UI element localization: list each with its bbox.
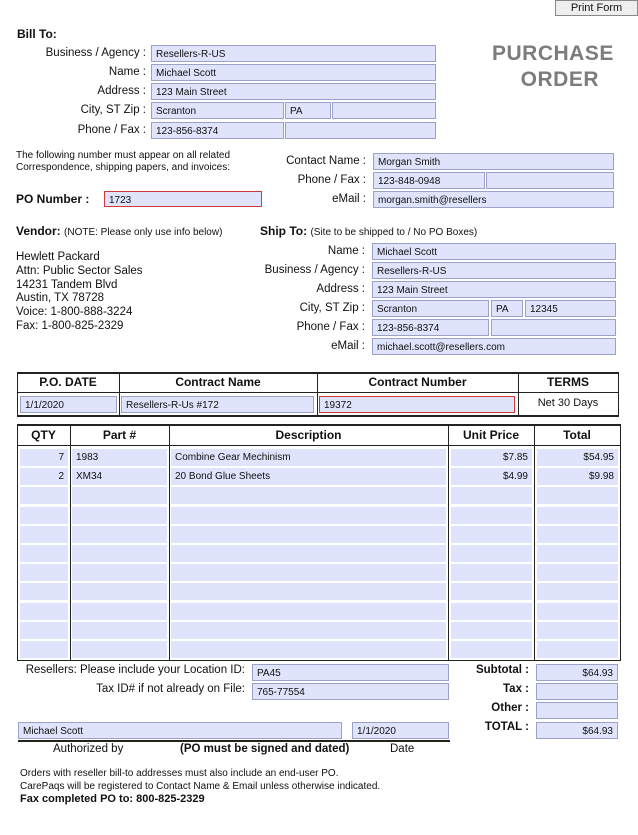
ship-name-field[interactable]: Michael Scott <box>372 243 616 260</box>
total-cell[interactable] <box>537 545 618 562</box>
header-part: Part # <box>102 428 137 442</box>
description-cell[interactable] <box>171 545 446 562</box>
items-divider <box>448 424 449 661</box>
contact-name-field[interactable]: Morgan Smith <box>373 153 614 170</box>
ship-address-field[interactable]: 123 Main Street <box>372 281 616 298</box>
header-terms: TERMS <box>547 375 589 389</box>
po-number-label: PO Number : <box>16 192 90 206</box>
bill-phone-label: Phone / Fax : <box>77 124 146 136</box>
subtotal-label: Subtotal : <box>475 664 529 676</box>
taxid-label: Tax ID# if not already on File: <box>96 683 245 695</box>
unit-price-cell[interactable] <box>451 641 532 658</box>
contact-phone-field[interactable]: 123-848-0948 <box>373 172 485 189</box>
ship-business-field[interactable]: Resellers-R-US <box>372 262 616 279</box>
description-cell[interactable] <box>171 603 446 620</box>
description-cell[interactable]: 20 Bond Glue Sheets <box>171 468 446 485</box>
total-field[interactable]: $64.93 <box>536 722 618 739</box>
description-cell[interactable] <box>171 641 446 658</box>
vendor-line: Hewlett Packard <box>16 251 100 263</box>
ship-email-field[interactable]: michael.scott@resellers.com <box>372 338 616 355</box>
items-right-border <box>620 424 621 661</box>
description-cell[interactable] <box>171 526 446 543</box>
ship-business-label: Business / Agency : <box>264 264 365 276</box>
unit-price-cell[interactable] <box>451 622 532 639</box>
part-cell[interactable] <box>72 526 167 543</box>
location-id-field[interactable]: PA45 <box>252 664 449 681</box>
unit-price-cell[interactable] <box>451 564 532 581</box>
unit-price-cell[interactable] <box>451 545 532 562</box>
vendor-address <box>16 251 143 334</box>
vendor-note: (NOTE: Please only use info below) <box>64 227 223 238</box>
authorized-by-label: Authorized by <box>53 743 124 755</box>
total-cell[interactable] <box>537 641 618 658</box>
description-cell[interactable] <box>171 583 446 600</box>
footer-line-3: Fax completed PO to: 800-825-2329 <box>20 793 205 805</box>
contact-phone-label: Phone / Fax : <box>297 174 366 186</box>
other-field[interactable] <box>536 702 618 719</box>
qty-cell[interactable] <box>20 564 68 581</box>
qty-cell[interactable] <box>20 622 68 639</box>
contact-name-label: Contact Name : <box>286 155 366 167</box>
header-po-date: P.O. DATE <box>39 375 97 389</box>
signature-line <box>18 740 450 742</box>
qty-cell[interactable] <box>20 487 68 504</box>
items-header-border <box>17 445 620 446</box>
part-cell[interactable] <box>72 507 167 524</box>
bill-name-label: Name : <box>108 66 146 78</box>
qty-cell[interactable] <box>20 507 68 524</box>
bill-city-field[interactable]: Scranton <box>151 102 284 119</box>
total-cell[interactable] <box>537 487 618 504</box>
part-cell[interactable] <box>72 641 167 658</box>
header-total: Total <box>563 428 591 442</box>
header-qty: QTY <box>31 428 56 442</box>
contact-fax-field[interactable] <box>486 172 614 189</box>
ship-city-label: City, ST Zip : <box>299 302 365 314</box>
vendor-heading <box>16 224 222 238</box>
ship-zip-field[interactable]: 12345 <box>525 300 616 317</box>
qty-cell[interactable]: 7 <box>20 449 68 466</box>
po-number-field[interactable]: 1723 <box>104 191 262 207</box>
ship-email-label: eMail : <box>331 340 365 352</box>
bill-to-heading: Bill To: <box>17 27 57 41</box>
bill-state-field[interactable]: PA <box>285 102 331 119</box>
vendor-line: Austin, TX 78728 <box>16 292 105 305</box>
po-notice: The following number must appear on all related Correspondence, shipping papers, and invoices: <box>16 150 231 173</box>
total-cell[interactable] <box>537 583 618 600</box>
ship-address-label: Address : <box>316 283 365 295</box>
contract-name-field[interactable]: Resellers-R-Us #172 <box>121 396 314 413</box>
tax-id-field[interactable]: 765-77554 <box>252 683 449 700</box>
part-cell[interactable]: 1983 <box>72 449 167 466</box>
ship-to-note: (Site to be shipped to / No PO Boxes) <box>310 227 478 238</box>
items-top-border <box>17 424 620 426</box>
signature-field[interactable]: Michael Scott <box>18 722 342 739</box>
header-contract-name: Contract Name <box>175 375 261 389</box>
qty-cell[interactable] <box>20 526 68 543</box>
bill-city-label: City, ST Zip : <box>80 104 146 116</box>
items-left-border <box>17 424 18 661</box>
po-date-field[interactable]: 1/1/2020 <box>20 396 117 413</box>
bill-business-label: Business / Agency : <box>45 47 146 59</box>
resellers-label: Resellers: Please include your Location ID: <box>25 664 245 676</box>
title-order: ORDER <box>520 68 599 91</box>
unit-price-cell[interactable]: $4.99 <box>451 468 532 485</box>
description-cell[interactable] <box>171 564 446 581</box>
bill-fax-field[interactable] <box>285 122 436 139</box>
terms-right-border <box>618 372 619 417</box>
ship-state-field[interactable]: PA <box>491 300 523 317</box>
unit-price-cell[interactable] <box>451 487 532 504</box>
print-form-button[interactable]: Print Form <box>555 0 638 16</box>
ship-phone-label: Phone / Fax : <box>296 321 365 333</box>
ship-to-heading-text: Ship To: <box>260 224 308 238</box>
header-contract-number: Contract Number <box>368 375 467 389</box>
bill-address-label: Address : <box>97 85 146 97</box>
total-cell[interactable]: $54.95 <box>537 449 618 466</box>
ship-phone-field[interactable]: 123-856-8374 <box>372 319 489 336</box>
footer-line-2: CarePaqs will be registered to Contact Name & Email unless otherwise indicated. <box>20 781 381 792</box>
bill-business-field[interactable]: Resellers-R-US <box>151 45 436 62</box>
header-unit-price: Unit Price <box>462 428 519 442</box>
bill-phone-field[interactable]: 123-856-8374 <box>151 122 284 139</box>
description-cell[interactable] <box>171 507 446 524</box>
contact-email-label: eMail : <box>332 193 366 205</box>
description-cell[interactable]: Combine Gear Mechinism <box>171 449 446 466</box>
vendor-heading-text: Vendor: <box>16 224 61 238</box>
vendor-line: Attn: Public Sector Sales <box>16 264 143 277</box>
date-label: Date <box>390 743 415 755</box>
bill-address-field[interactable]: 123 Main Street <box>151 83 436 100</box>
total-cell[interactable]: $9.98 <box>537 468 618 485</box>
description-cell[interactable] <box>171 622 446 639</box>
terms-value: Net 30 Days <box>537 397 599 409</box>
part-cell[interactable] <box>72 545 167 562</box>
bill-zip-field[interactable] <box>332 102 436 119</box>
header-description: Description <box>275 428 342 442</box>
ship-to-heading <box>260 224 477 238</box>
unit-price-cell[interactable] <box>451 507 532 524</box>
subtotal-field[interactable]: $64.93 <box>536 664 618 681</box>
part-cell[interactable] <box>72 487 167 504</box>
contact-email-field[interactable]: morgan.smith@resellers <box>373 191 614 208</box>
items-bottom-border <box>17 660 620 661</box>
tax-label: Tax : <box>503 683 529 695</box>
unit-price-cell[interactable] <box>451 583 532 600</box>
qty-cell[interactable] <box>20 583 68 600</box>
bill-name-field[interactable]: Michael Scott <box>151 64 436 81</box>
part-cell[interactable]: XM34 <box>72 468 167 485</box>
unit-price-cell[interactable] <box>451 526 532 543</box>
signature-date-field[interactable]: 1/1/2020 <box>352 722 449 739</box>
qty-cell[interactable]: 2 <box>20 468 68 485</box>
vendor-line: 14231 Tandem Blvd <box>16 278 118 291</box>
ship-city-field[interactable]: Scranton <box>372 300 489 317</box>
part-cell[interactable] <box>72 603 167 620</box>
total-label: TOTAL : <box>484 721 529 733</box>
total-cell[interactable] <box>537 526 618 543</box>
total-cell[interactable] <box>537 622 618 639</box>
total-cell[interactable] <box>537 564 618 581</box>
contract-number-field[interactable]: 19372 <box>319 396 515 413</box>
vendor-line: Voice: 1-800-888-3224 <box>16 306 133 319</box>
description-cell[interactable] <box>171 487 446 504</box>
qty-cell[interactable] <box>20 545 68 562</box>
other-label: Other : <box>491 702 529 714</box>
unit-price-cell[interactable]: $7.85 <box>451 449 532 466</box>
total-cell[interactable] <box>537 507 618 524</box>
part-cell[interactable] <box>72 583 167 600</box>
qty-cell[interactable] <box>20 641 68 658</box>
part-cell[interactable] <box>72 564 167 581</box>
ship-fax-field[interactable] <box>491 319 616 336</box>
items-divider <box>169 424 170 661</box>
part-cell[interactable] <box>72 622 167 639</box>
footer-line-1: Orders with reseller bill-to addresses must also include an end-user PO. <box>20 768 339 779</box>
vendor-line: Fax: 1-800-825-2329 <box>16 319 124 332</box>
title-purchase: PURCHASE <box>492 42 614 65</box>
ship-name-label: Name : <box>327 245 365 257</box>
tax-field[interactable] <box>536 683 618 700</box>
items-divider <box>70 424 71 661</box>
unit-price-cell[interactable] <box>451 603 532 620</box>
total-cell[interactable] <box>537 603 618 620</box>
signed-note: (PO must be signed and dated) <box>180 743 350 755</box>
qty-cell[interactable] <box>20 603 68 620</box>
items-divider <box>534 424 535 661</box>
